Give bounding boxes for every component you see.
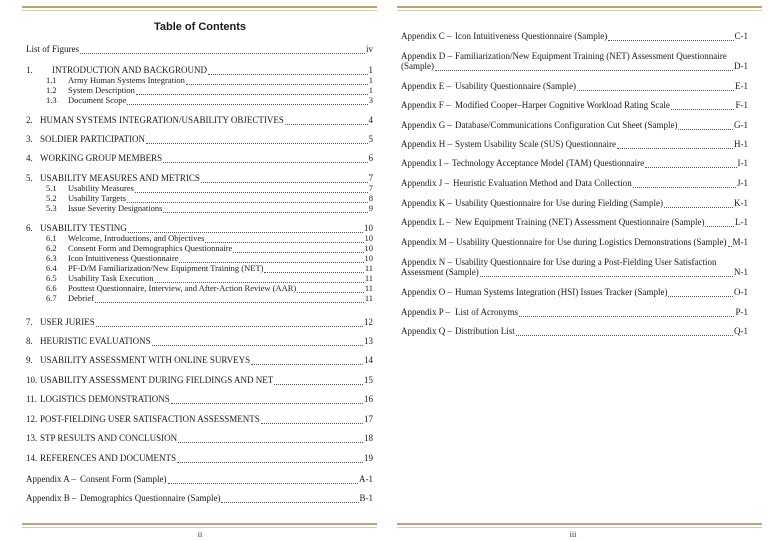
toc-entry-appendix-d[interactable]: Appendix D – Familiarization/New Equipment Training (NET) Assessment Questionnaire (Sample) D-1 bbox=[401, 51, 748, 71]
toc-entry-section-6-2[interactable]: 6.2 Consent Form and Demographics Questionnaire 10 bbox=[46, 243, 373, 253]
toc-entry-section-4[interactable]: 4. WORKING GROUP MEMBERS 6 bbox=[26, 153, 373, 163]
toc-entry-section-5-3[interactable]: 5.3 Issue Severity Designations 9 bbox=[46, 203, 373, 213]
toc-entry-section-10[interactable]: 10. USABILITY ASSESSMENT DURING FIELDINGS AND NET 15 bbox=[26, 375, 373, 385]
right-page bbox=[385, 0, 770, 541]
toc-entry-appendix-n[interactable]: Appendix N – Usability Questionnaire for Use during a Post-Fielding User Satisfaction Assessment (Sample) N-1 bbox=[401, 257, 748, 277]
toc-entry-section-1[interactable]: 1. INTRODUCTION AND BACKGROUND 1 bbox=[26, 65, 373, 75]
toc-entry-section-7[interactable]: 7. USER JURIES 12 bbox=[26, 317, 373, 327]
toc-entry-section-2[interactable]: 2. HUMAN SYSTEMS INTEGRATION/USABILITY OBJECTIVES 4 bbox=[26, 115, 373, 125]
top-rule bbox=[397, 6, 762, 11]
toc-entry-section-5-2[interactable]: 5.2 Usability Targets 8 bbox=[46, 193, 373, 203]
toc-entry-section-6-5[interactable]: 6.5 Usability Task Execution 11 bbox=[46, 273, 373, 283]
toc-entry-appendix-c[interactable]: Appendix C – Icon Intuitiveness Questionnaire (Sample) C-1 bbox=[401, 31, 748, 41]
toc-entry-appendix-m[interactable]: Appendix M – Usability Questionnaire for Use during Logistics Demonstrations (Sample) M-1 bbox=[401, 237, 748, 247]
top-rule bbox=[22, 6, 377, 11]
toc-entry-appendix-j[interactable]: Appendix J – Heuristic Evaluation Method and Data Collection J-1 bbox=[401, 178, 748, 188]
toc-entry-section-6-6[interactable]: 6.6 Posttest Questionnaire, Interview, and After-Action Review (AAR) 11 bbox=[46, 283, 373, 293]
toc-entry-section-6[interactable]: 6. USABILITY TESTING 10 bbox=[26, 223, 373, 233]
toc-entry-section-3[interactable]: 3. SOLDIER PARTICIPATION 5 bbox=[26, 134, 373, 144]
page-number: ii bbox=[197, 530, 203, 539]
toc-entry-section-1-2[interactable]: 1.2 System Description 1 bbox=[46, 85, 373, 95]
toc-entry-section-1-1[interactable]: 1.1 Army Human Systems Integration 1 bbox=[46, 75, 373, 85]
toc-entry-list-of-figures[interactable] bbox=[26, 44, 373, 54]
entry-page: iv bbox=[365, 44, 373, 54]
toc-entry-appendix-f[interactable]: Appendix F – Modified Cooper–Harper Cognitive Workload Rating Scale F-1 bbox=[401, 100, 748, 110]
toc-entry-appendix-o[interactable]: Appendix O – Human Systems Integration (HSI) Issues Tracker (Sample) O-1 bbox=[401, 287, 748, 297]
toc-entry-appendix-a[interactable]: Appendix A – Consent Form (Sample) A-1 bbox=[26, 474, 373, 484]
bottom-rule bbox=[397, 523, 762, 528]
toc-title: Table of Contents bbox=[153, 21, 247, 33]
entry-label: List of Figures bbox=[26, 44, 79, 54]
toc-entry-section-5-1[interactable]: 5.1 Usability Measures 7 bbox=[46, 183, 373, 193]
toc-entry-section-13[interactable]: 13. STP RESULTS AND CONCLUSION 18 bbox=[26, 433, 373, 443]
toc-entry-section-14[interactable]: 14. REFERENCES AND DOCUMENTS 19 bbox=[26, 453, 373, 463]
toc-entry-appendix-e[interactable]: Appendix E – Usability Questionnaire (Sample) E-1 bbox=[401, 81, 748, 91]
toc-entry-section-8[interactable]: 8. HEURISTIC EVALUATIONS 13 bbox=[26, 336, 373, 346]
toc-entry-section-12[interactable]: 12. POST-FIELDING USER SATISFACTION ASSESSMENTS 17 bbox=[26, 414, 373, 424]
bottom-rule bbox=[22, 523, 377, 528]
toc-entry-appendix-k[interactable]: Appendix K – Usability Questionnaire for Use during Fielding (Sample) K-1 bbox=[401, 198, 748, 208]
toc-entry-appendix-p[interactable]: Appendix P – List of Acronyms P-1 bbox=[401, 307, 748, 317]
toc-entry-section-6-3[interactable]: 6.3 Icon Intuitiveness Questionnaire 10 bbox=[46, 253, 373, 263]
toc-entry-section-6-4[interactable]: 6.4 PF-D/M Familiarization/New Equipment Training (NET) 11 bbox=[46, 263, 373, 273]
toc-entry-appendix-g[interactable]: Appendix G – Database/Communications Configuration Cut Sheet (Sample) G-1 bbox=[401, 120, 748, 130]
toc-entry-section-11[interactable]: 11. LOGISTICS DEMONSTRATIONS 16 bbox=[26, 394, 373, 404]
toc-entry-appendix-q[interactable]: Appendix Q – Distribution List Q-1 bbox=[401, 326, 748, 336]
toc-entry-section-6-7[interactable]: 6.7 Debrief 11 bbox=[46, 293, 373, 303]
toc-entry-section-6-1[interactable]: 6.1 Welcome, Introductions, and Objectives 10 bbox=[46, 233, 373, 243]
toc-entry-section-9[interactable]: 9. USABILITY ASSESSMENT WITH ONLINE SURVEYS 14 bbox=[26, 355, 373, 365]
toc-entry-appendix-i[interactable]: Appendix I – Technology Acceptance Model (TAM) Questionnaire I-1 bbox=[401, 158, 748, 168]
toc-entry-section-1-3[interactable]: 1.3 Document Scope 3 bbox=[46, 95, 373, 105]
toc-entry-appendix-b[interactable]: Appendix B – Demographics Questionnaire (Sample) B-1 bbox=[26, 493, 373, 503]
toc-entry-appendix-h[interactable]: Appendix H – System Usability Scale (SUS) Questionnaire H-1 bbox=[401, 139, 748, 149]
page-number: iii bbox=[569, 530, 577, 539]
toc-entry-section-5[interactable]: 5. USABILITY MEASURES AND METRICS 7 bbox=[26, 173, 373, 183]
toc-entry-appendix-l[interactable]: Appendix L – New Equipment Training (NET) Assessment Questionnaire (Sample) L-1 bbox=[401, 217, 748, 227]
